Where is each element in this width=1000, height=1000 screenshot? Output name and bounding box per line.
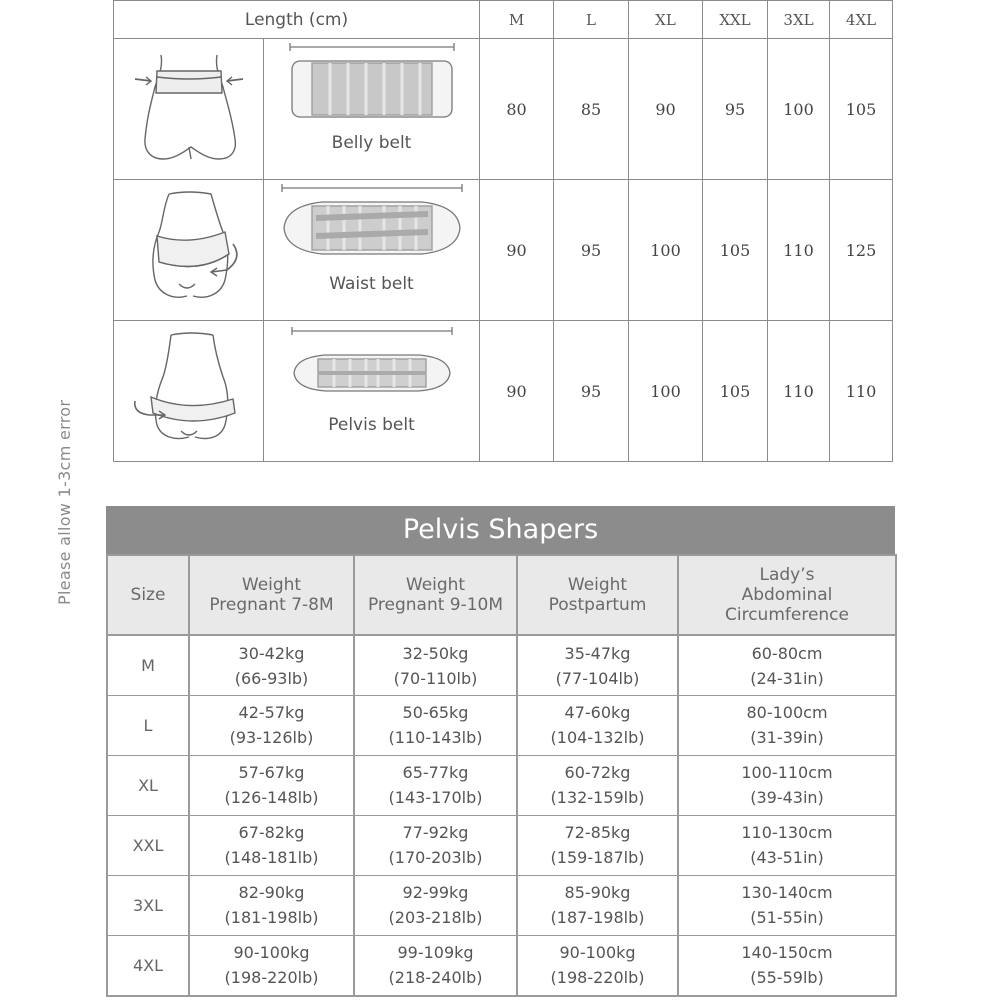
length-value: 95	[554, 321, 629, 462]
measurement-cell	[678, 696, 896, 756]
metric-value: 65-77kg	[402, 763, 469, 783]
shapers-row	[107, 815, 896, 875]
product-cell	[264, 39, 480, 180]
length-value: 95	[703, 39, 768, 180]
shapers-row	[107, 635, 896, 696]
measurement-cell	[678, 635, 896, 696]
metric-value: 30-42kg	[238, 643, 305, 663]
metric-value: 67-82kg	[238, 823, 305, 843]
imperial-value: (218-240lb)	[388, 968, 483, 988]
measurement-cell	[517, 935, 678, 996]
metric-value: 80-100cm	[746, 703, 828, 723]
measurement-cell	[189, 875, 354, 935]
shapers-header-row	[107, 555, 896, 635]
measurement-cell	[189, 696, 354, 756]
imperial-value: (110-143lb)	[388, 728, 483, 748]
size-header-4xl: 4XL	[830, 1, 893, 39]
waist-belt-icon	[272, 180, 472, 270]
imperial-value: (31-39in)	[750, 728, 824, 748]
measurement-cell	[354, 935, 517, 996]
measurement-cell	[354, 815, 517, 875]
metric-value: 90-100kg	[233, 943, 310, 963]
metric-value: 85-90kg	[564, 883, 631, 903]
product-cell	[264, 321, 480, 462]
imperial-value: (77-104lb)	[555, 668, 640, 688]
size-header-3xl: 3XL	[768, 1, 830, 39]
length-value: 90	[480, 321, 554, 462]
length-header-row	[114, 1, 893, 39]
imperial-value: (181-198lb)	[224, 908, 319, 928]
size-cell: M	[107, 635, 189, 696]
imperial-value: (104-132lb)	[550, 728, 645, 748]
metric-value: 92-99kg	[402, 883, 469, 903]
measurement-cell	[517, 755, 678, 815]
length-value: 90	[629, 39, 703, 180]
imperial-value: (159-187lb)	[550, 848, 645, 868]
measurement-cell	[517, 815, 678, 875]
imperial-value: (132-159lb)	[550, 788, 645, 808]
product-name: Waist belt	[329, 274, 414, 294]
measurement-cell	[678, 875, 896, 935]
header-size: Size	[107, 555, 189, 635]
size-cell: 3XL	[107, 875, 189, 935]
metric-value: 99-109kg	[397, 943, 474, 963]
product-name: Pelvis belt	[328, 415, 415, 435]
size-header-m: M	[480, 1, 554, 39]
metric-value: 42-57kg	[238, 703, 305, 723]
shapers-table	[106, 554, 897, 997]
measurement-cell	[678, 815, 896, 875]
measurement-cell	[678, 755, 896, 815]
measurement-cell	[517, 696, 678, 756]
figure-cell	[114, 39, 264, 180]
imperial-value: (170-203lb)	[388, 848, 483, 868]
metric-value: 57-67kg	[238, 763, 305, 783]
length-value: 85	[554, 39, 629, 180]
measurement-cell	[189, 815, 354, 875]
size-header-xl: XL	[629, 1, 703, 39]
size-cell: 4XL	[107, 935, 189, 996]
size-cell: XXL	[107, 815, 189, 875]
size-header-l: L	[554, 1, 629, 39]
metric-value: 35-47kg	[564, 643, 631, 663]
measurement-cell	[517, 635, 678, 696]
imperial-value: (51-55in)	[750, 908, 824, 928]
length-row-waist-belt	[114, 180, 893, 321]
length-header-label: Length (cm)	[114, 1, 480, 39]
length-value: 125	[830, 180, 893, 321]
measurement-cell	[189, 635, 354, 696]
torso-pelvis-belt-icon	[129, 329, 249, 449]
length-value: 100	[629, 321, 703, 462]
product-name: Belly belt	[331, 133, 412, 153]
imperial-value: (198-220lb)	[224, 968, 319, 988]
metric-value: 90-100kg	[559, 943, 636, 963]
metric-value: 60-72kg	[564, 763, 631, 783]
imperial-value: (93-126lb)	[229, 728, 314, 748]
header-weight-pregnant-7-8m: Weight Pregnant 7-8M	[189, 555, 354, 635]
header-weight-postpartum: Weight Postpartum	[517, 555, 678, 635]
metric-value: 140-150cm	[741, 943, 833, 963]
length-value: 105	[830, 39, 893, 180]
metric-value: 32-50kg	[402, 643, 469, 663]
length-value: 100	[629, 180, 703, 321]
header-weight-pregnant-9-10m: Weight Pregnant 9-10M	[354, 555, 517, 635]
figure-cell	[114, 180, 264, 321]
shapers-row	[107, 875, 896, 935]
shapers-body	[107, 635, 896, 996]
metric-value: 77-92kg	[402, 823, 469, 843]
torso-belly-belt-icon	[129, 47, 249, 167]
metric-value: 130-140cm	[741, 883, 833, 903]
imperial-value: (39-43in)	[750, 788, 824, 808]
header-abdominal-circumference: Lady’s Abdominal Circumference	[678, 555, 896, 635]
metric-value: 47-60kg	[564, 703, 631, 723]
length-value: 105	[703, 321, 768, 462]
imperial-value: (66-93lb)	[234, 668, 309, 688]
metric-value: 72-85kg	[564, 823, 631, 843]
measurement-cell	[354, 635, 517, 696]
length-value: 95	[554, 180, 629, 321]
imperial-value: (55-59lb)	[750, 968, 824, 988]
imperial-value: (43-51in)	[750, 848, 824, 868]
length-value: 90	[480, 180, 554, 321]
imperial-value: (143-170lb)	[388, 788, 483, 808]
length-value: 105	[703, 180, 768, 321]
shapers-row	[107, 696, 896, 756]
length-table	[113, 0, 893, 462]
shapers-row	[107, 935, 896, 996]
imperial-value: (148-181lb)	[224, 848, 319, 868]
imperial-value: (70-110lb)	[393, 668, 478, 688]
metric-value: 100-110cm	[741, 763, 833, 783]
error-tolerance-note: Please allow 1-3cm error	[55, 399, 74, 605]
shapers-title: Pelvis Shapers	[106, 506, 895, 554]
length-row-pelvis-belt	[114, 321, 893, 462]
measurement-cell	[354, 875, 517, 935]
pelvis-belt-icon	[282, 321, 462, 411]
figure-cell	[114, 321, 264, 462]
measurement-cell	[189, 755, 354, 815]
imperial-value: (198-220lb)	[550, 968, 645, 988]
length-value: 110	[768, 180, 830, 321]
metric-value: 82-90kg	[238, 883, 305, 903]
measurement-cell	[517, 875, 678, 935]
size-cell: L	[107, 696, 189, 756]
length-value: 110	[768, 321, 830, 462]
length-row-belly-belt	[114, 39, 893, 180]
size-cell: XL	[107, 755, 189, 815]
measurement-cell	[354, 696, 517, 756]
torso-waist-belt-icon	[129, 188, 249, 308]
metric-value: 110-130cm	[741, 823, 833, 843]
product-cell	[264, 180, 480, 321]
metric-value: 60-80cm	[751, 643, 823, 663]
length-value: 110	[830, 321, 893, 462]
imperial-value: (203-218lb)	[388, 908, 483, 928]
measurement-cell	[354, 755, 517, 815]
length-value: 100	[768, 39, 830, 180]
measurement-cell	[189, 935, 354, 996]
imperial-value: (126-148lb)	[224, 788, 319, 808]
imperial-value: (187-198lb)	[550, 908, 645, 928]
length-value: 80	[480, 39, 554, 180]
imperial-value: (24-31in)	[750, 668, 824, 688]
metric-value: 50-65kg	[402, 703, 469, 723]
shapers-row	[107, 755, 896, 815]
measurement-cell	[678, 935, 896, 996]
size-header-xxl: XXL	[703, 1, 768, 39]
belly-belt-icon	[282, 39, 462, 129]
